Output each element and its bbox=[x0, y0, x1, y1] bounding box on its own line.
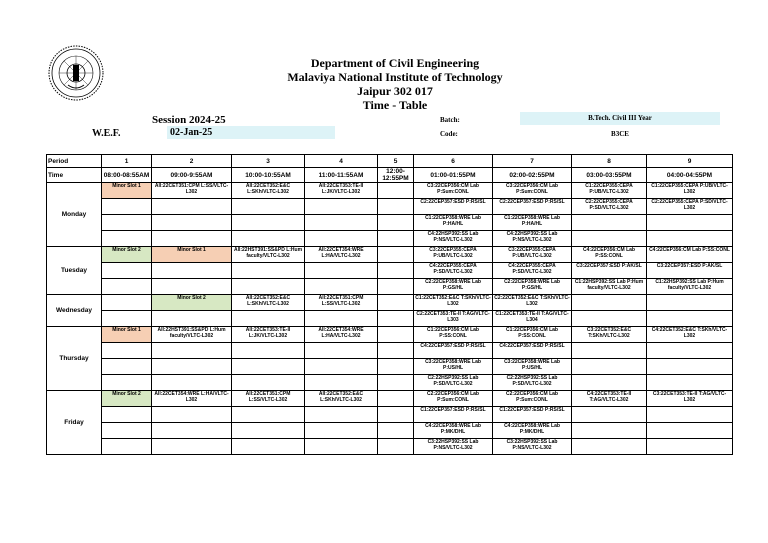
timetable-cell: C1:22CEP357:ESD P:RS/SL bbox=[414, 407, 493, 423]
timetable-cell: C2:22CEP356:CM Lab P:Sum:CONL bbox=[414, 391, 493, 407]
timetable-cell: All:22CET353:TE-II L:JK/VLTC-L302 bbox=[232, 327, 305, 343]
day-label: Friday bbox=[47, 391, 102, 455]
timetable-cell bbox=[232, 199, 305, 215]
timetable-cell bbox=[572, 407, 647, 423]
timetable-cell bbox=[572, 359, 647, 375]
timetable-cell bbox=[378, 231, 414, 247]
timetable-cell bbox=[378, 183, 414, 199]
timetable-cell bbox=[378, 439, 414, 455]
timetable-cell bbox=[305, 279, 378, 295]
time-row bbox=[47, 168, 733, 183]
timetable-cell bbox=[378, 295, 414, 311]
timetable-cell bbox=[232, 279, 305, 295]
timetable-cell bbox=[305, 359, 378, 375]
timetable-cell bbox=[647, 311, 733, 327]
timetable-cell bbox=[378, 391, 414, 407]
timetable-cell: C3:22CET353:TE-II T:AG/VLTC-L302 bbox=[647, 391, 733, 407]
timetable-cell bbox=[102, 279, 152, 295]
timetable-cell bbox=[572, 439, 647, 455]
timetable-cell: Minor Slot 1 bbox=[152, 247, 232, 263]
timetable-cell: C4:22HSP392:SS Lab P:NS/VLTC-L302 bbox=[493, 231, 572, 247]
institute-name: Malaviya National Institute of Technology bbox=[287, 70, 503, 84]
timetable-cell: All:22CET354:WRE L:HA/VLTC-L302 bbox=[152, 391, 232, 407]
timetable-cell: C2:22HSP392:SS Lab P:SD/VLTC-L302 bbox=[493, 375, 572, 391]
period-number: 1 bbox=[102, 155, 152, 168]
timetable-cell bbox=[378, 343, 414, 359]
timetable-cell bbox=[305, 215, 378, 231]
timetable-cell: C1:22CEP358:WRE Lab P:HA/HL bbox=[493, 215, 572, 231]
timetable-row bbox=[47, 231, 733, 247]
timetable-cell: C2:22CET352:E&C T:SKh/VLTC-L302 bbox=[493, 295, 572, 311]
timetable-cell bbox=[232, 423, 305, 439]
day-label: Monday bbox=[47, 183, 102, 247]
timetable-cell: C4:22CEP357:ESD P:RS/SL bbox=[493, 343, 572, 359]
timetable-cell bbox=[305, 407, 378, 423]
timetable-cell: All:22CET351:CPM L:SS/VLTC-L302 bbox=[152, 183, 232, 199]
timetable-cell: All:22CET353:TE-II L:JK/VLTC-L302 bbox=[305, 183, 378, 199]
timetable-cell: C2:22CEP357:ESD P:RS/SL bbox=[493, 199, 572, 215]
timetable-cell bbox=[232, 359, 305, 375]
timetable-cell bbox=[305, 439, 378, 455]
period-number: 5 bbox=[378, 155, 414, 168]
timetable-cell bbox=[102, 375, 152, 391]
timetable-cell: All:22CET351:CPM L:SS/VLTC-L302 bbox=[232, 391, 305, 407]
timetable-cell bbox=[152, 231, 232, 247]
timetable-row bbox=[47, 183, 733, 199]
day-label: Wednesday bbox=[47, 295, 102, 327]
timetable-row bbox=[47, 359, 733, 375]
timetable-row bbox=[47, 375, 733, 391]
timetable-row bbox=[47, 215, 733, 231]
timetable-cell bbox=[305, 311, 378, 327]
wef-date: 02-Jan-25 bbox=[167, 126, 335, 139]
timetable-cell: C4:22CEP358:WRE Lab P:MK/DHL bbox=[493, 423, 572, 439]
timetable-cell bbox=[102, 199, 152, 215]
timetable-cell bbox=[647, 343, 733, 359]
timetable-cell: C3:22CEP355:CEPA P:UB/VLTC-L302 bbox=[414, 247, 493, 263]
period-time: 04:00-04:55PM bbox=[647, 168, 733, 183]
timetable-cell bbox=[152, 343, 232, 359]
timetable-cell bbox=[378, 359, 414, 375]
batch-label: Batch: bbox=[440, 116, 460, 124]
timetable-row bbox=[47, 247, 733, 263]
timetable-cell bbox=[232, 231, 305, 247]
timetable-cell: Minor Slot 2 bbox=[102, 391, 152, 407]
timetable-row bbox=[47, 295, 733, 311]
timetable-cell: All:22CET354:WRE L:HA/VLTC-L302 bbox=[305, 327, 378, 343]
timetable-cell bbox=[378, 279, 414, 295]
timetable-cell bbox=[102, 423, 152, 439]
period-number: 6 bbox=[414, 155, 493, 168]
timetable-cell bbox=[152, 279, 232, 295]
timetable-cell bbox=[152, 263, 232, 279]
timetable-cell: C1:22CET352:E&C T:SKh/VLTC-L302 bbox=[414, 295, 493, 311]
timetable-cell bbox=[152, 375, 232, 391]
timetable-row bbox=[47, 199, 733, 215]
timetable-cell bbox=[572, 375, 647, 391]
timetable-cell bbox=[102, 439, 152, 455]
timetable-cell: All:22CET352:E&C L:SKh/VLTC-L302 bbox=[232, 183, 305, 199]
timetable-row bbox=[47, 263, 733, 279]
timetable-cell: C3:22HSP392:SS Lab P:NS/VLTC-L302 bbox=[493, 439, 572, 455]
timetable-cell: C4:22CEP355:CEPA P:SD/VLTC-L302 bbox=[414, 263, 493, 279]
timetable-cell: C3:22CET352:E&C T:SKh/VLTC-L302 bbox=[572, 327, 647, 343]
time-label: Time bbox=[47, 168, 102, 183]
timetable-cell bbox=[305, 231, 378, 247]
timetable-cell bbox=[572, 343, 647, 359]
period-number: 3 bbox=[232, 155, 305, 168]
timetable-cell bbox=[102, 359, 152, 375]
code-value: B3CE bbox=[611, 130, 629, 138]
period-number: 4 bbox=[305, 155, 378, 168]
timetable-cell: Minor Slot 1 bbox=[102, 183, 152, 199]
day-label: Tuesday bbox=[47, 247, 102, 295]
timetable-cell bbox=[152, 359, 232, 375]
timetable-cell: C3:22CEP357:ESD P:AK/SL bbox=[572, 263, 647, 279]
timetable-cell bbox=[232, 407, 305, 423]
timetable-cell: C4:22CEP356:CM Lab P:SS:CONL bbox=[572, 247, 647, 263]
timetable-cell bbox=[378, 407, 414, 423]
timetable-cell bbox=[232, 311, 305, 327]
period-row bbox=[47, 155, 733, 168]
timetable-cell: C3:22CEP357:ESD P:AK/SL bbox=[647, 263, 733, 279]
timetable-cell: C1:22CEP356:CM Lab P:SS:CONL bbox=[493, 327, 572, 343]
timetable-cell: C3:22CEP358:WRE Lab P:US/HL bbox=[493, 359, 572, 375]
timetable-cell: C2:22CEP357:ESD P:RS/SL bbox=[414, 199, 493, 215]
timetable-cell: C3:22HSP392:SS Lab P:NS/VLTC-L302 bbox=[414, 439, 493, 455]
timetable-cell: Minor Slot 2 bbox=[152, 295, 232, 311]
timetable-cell: C2:22HSP392:SS Lab P:SD/VLTC-L302 bbox=[414, 375, 493, 391]
timetable-cell bbox=[572, 231, 647, 247]
batch-value: B.Tech. Civil III Year bbox=[520, 112, 720, 125]
timetable-cell bbox=[152, 439, 232, 455]
timetable-cell: C4:22CEP357:ESD P:RS/SL bbox=[414, 343, 493, 359]
timetable-cell: C1:22CEP356:CM Lab P:SS:CONL bbox=[414, 327, 493, 343]
timetable-body bbox=[47, 183, 733, 455]
timetable-cell bbox=[378, 311, 414, 327]
timetable-row bbox=[47, 327, 733, 343]
timetable-cell: C4:22CEP356:CM Lab P:SS:CONL bbox=[647, 247, 733, 263]
timetable-row bbox=[47, 279, 733, 295]
timetable-cell: All:22CET354:WRE L:HA/VLTC-L302 bbox=[305, 247, 378, 263]
timetable-cell bbox=[647, 375, 733, 391]
timetable-cell bbox=[647, 423, 733, 439]
timetable-cell: C1:22CEP355:CEPA P:UB/VLTC-L302 bbox=[572, 183, 647, 199]
timetable-row bbox=[47, 423, 733, 439]
period-number: 2 bbox=[152, 155, 232, 168]
timetable-cell: All:22HST391:SS&PD L:Hum faculty/VLTC-L302 bbox=[232, 247, 305, 263]
timetable-cell: All:22CET352:E&C L:SKh/VLTC-L302 bbox=[232, 295, 305, 311]
timetable-cell bbox=[647, 231, 733, 247]
period-number: 9 bbox=[647, 155, 733, 168]
timetable-cell bbox=[232, 263, 305, 279]
period-time: 03:00-03:55PM bbox=[572, 168, 647, 183]
timetable-cell: C4:22CEP358:WRE Lab P:MK/DHL bbox=[414, 423, 493, 439]
timetable-cell bbox=[102, 343, 152, 359]
timetable-row bbox=[47, 439, 733, 455]
timetable-cell: C3:22CEP355:CEPA P:UB/VLTC-L302 bbox=[493, 247, 572, 263]
timetable-cell bbox=[378, 247, 414, 263]
period-time: 11:00-11:55AM bbox=[305, 168, 378, 183]
session-label: Session 2024-25 bbox=[152, 114, 226, 126]
timetable-cell bbox=[378, 263, 414, 279]
timetable-cell: C1:22HSP392:SS Lab P:Hum faculty/VLTC-L302 bbox=[572, 279, 647, 295]
timetable-cell: C1:22CEP357:ESD P:RS/SL bbox=[493, 407, 572, 423]
timetable bbox=[46, 154, 733, 455]
timetable-cell: All:22CET352:E&C L:SKh/VLTC-L302 bbox=[305, 391, 378, 407]
timetable-cell: C3:22CEP358:WRE Lab P:US/HL bbox=[414, 359, 493, 375]
timetable-cell bbox=[305, 375, 378, 391]
timetable-row bbox=[47, 407, 733, 423]
timetable-cell bbox=[647, 295, 733, 311]
wef-label: W.E.F. bbox=[92, 128, 121, 139]
timetable-cell: All:22HST391:SS&PD L:Hum faculty/VLTC-L302 bbox=[152, 327, 232, 343]
timetable-cell: C1:22CET353:TE-II T:AG/VLTC-L304 bbox=[493, 311, 572, 327]
timetable-cell: C2:22CEP355:CEPA P:SD/VLTC-L302 bbox=[572, 199, 647, 215]
timetable-cell: C1:22CEP355:CEPA P:UB/VLTC-L302 bbox=[647, 183, 733, 199]
timetable-cell bbox=[305, 423, 378, 439]
timetable-cell: Minor Slot 1 bbox=[102, 327, 152, 343]
timetable-cell bbox=[102, 295, 152, 311]
timetable-cell bbox=[152, 311, 232, 327]
department-title: Department of Civil Engineering bbox=[310, 56, 480, 70]
timetable-cell bbox=[305, 199, 378, 215]
timetable-cell bbox=[378, 215, 414, 231]
timetable-cell bbox=[102, 231, 152, 247]
timetable-cell bbox=[378, 375, 414, 391]
timetable-cell bbox=[152, 199, 232, 215]
period-label: Period bbox=[47, 155, 102, 168]
period-time: 09:00-9:55AM bbox=[152, 168, 232, 183]
code-label: Code: bbox=[440, 130, 458, 138]
period-number: 8 bbox=[572, 155, 647, 168]
day-label: Thursday bbox=[47, 327, 102, 391]
timetable-cell: C2:22CEP358:WRE Lab P:GS/HL bbox=[493, 279, 572, 295]
timetable-cell bbox=[102, 263, 152, 279]
timetable-cell bbox=[232, 439, 305, 455]
timetable-cell bbox=[102, 215, 152, 231]
timetable-cell: C2:22CEP355:CEPA P:SD/VLTC-L302 bbox=[647, 199, 733, 215]
timetable-cell bbox=[647, 359, 733, 375]
timetable-cell bbox=[305, 343, 378, 359]
timetable-cell bbox=[572, 215, 647, 231]
timetable-cell bbox=[305, 263, 378, 279]
period-time: 02:00-02:55PM bbox=[493, 168, 572, 183]
timetable-row bbox=[47, 391, 733, 407]
timetable-cell bbox=[232, 343, 305, 359]
timetable-cell bbox=[152, 407, 232, 423]
timetable-cell bbox=[378, 199, 414, 215]
timetable-cell bbox=[647, 215, 733, 231]
timetable-cell bbox=[102, 407, 152, 423]
timetable-cell bbox=[378, 327, 414, 343]
timetable-cell: C2:22CEP358:WRE Lab P:GS/HL bbox=[414, 279, 493, 295]
timetable-cell: C2:22CEP356:CM Lab P:Sum:CONL bbox=[493, 391, 572, 407]
timetable-cell bbox=[102, 311, 152, 327]
timetable-cell: C2:22CET353:TE-II T:AG/VLTC-L303 bbox=[414, 311, 493, 327]
timetable-cell bbox=[232, 375, 305, 391]
timetable-cell: C3:22CEP356:CM Lab P:Sum:CONL bbox=[414, 183, 493, 199]
timetable-cell: All:22CET351:CPM L:SS/VLTC-L302 bbox=[305, 295, 378, 311]
page-title: Time - Table bbox=[362, 98, 428, 112]
timetable-cell bbox=[378, 423, 414, 439]
period-time: 08:00-08:55AM bbox=[102, 168, 152, 183]
timetable-cell: C4:22HSP392:SS Lab P:NS/VLTC-L302 bbox=[414, 231, 493, 247]
timetable-cell bbox=[647, 439, 733, 455]
timetable-cell bbox=[152, 215, 232, 231]
timetable-cell: C4:22CET353:TE-II T:AG/VLTC-L302 bbox=[572, 391, 647, 407]
timetable-cell: C1:22HSP392:SS Lab P:Hum faculty/VLTC-L302 bbox=[647, 279, 733, 295]
period-time: 01:00-01:55PM bbox=[414, 168, 493, 183]
timetable-cell bbox=[647, 407, 733, 423]
timetable-cell: C3:22CEP356:CM Lab P:Sum:CONL bbox=[493, 183, 572, 199]
timetable-cell: Minor Slot 2 bbox=[102, 247, 152, 263]
period-time: 10:00-10:55AM bbox=[232, 168, 305, 183]
timetable-cell bbox=[152, 423, 232, 439]
timetable-row bbox=[47, 311, 733, 327]
timetable-cell: C1:22CEP358:WRE Lab P:HA/HL bbox=[414, 215, 493, 231]
period-time: 12:00-12:55PM bbox=[378, 168, 414, 183]
institute-address: Jaipur 302 017 bbox=[357, 84, 433, 98]
timetable-cell bbox=[572, 311, 647, 327]
timetable-cell bbox=[572, 423, 647, 439]
period-number: 7 bbox=[493, 155, 572, 168]
timetable-cell: C4:22CET352:E&C T:SKh/VLTC-L302 bbox=[647, 327, 733, 343]
institute-logo bbox=[48, 45, 104, 101]
timetable-row bbox=[47, 343, 733, 359]
timetable-cell: C4:22CEP355:CEPA P:SD/VLTC-L302 bbox=[493, 263, 572, 279]
timetable-cell bbox=[232, 215, 305, 231]
timetable-cell bbox=[572, 295, 647, 311]
